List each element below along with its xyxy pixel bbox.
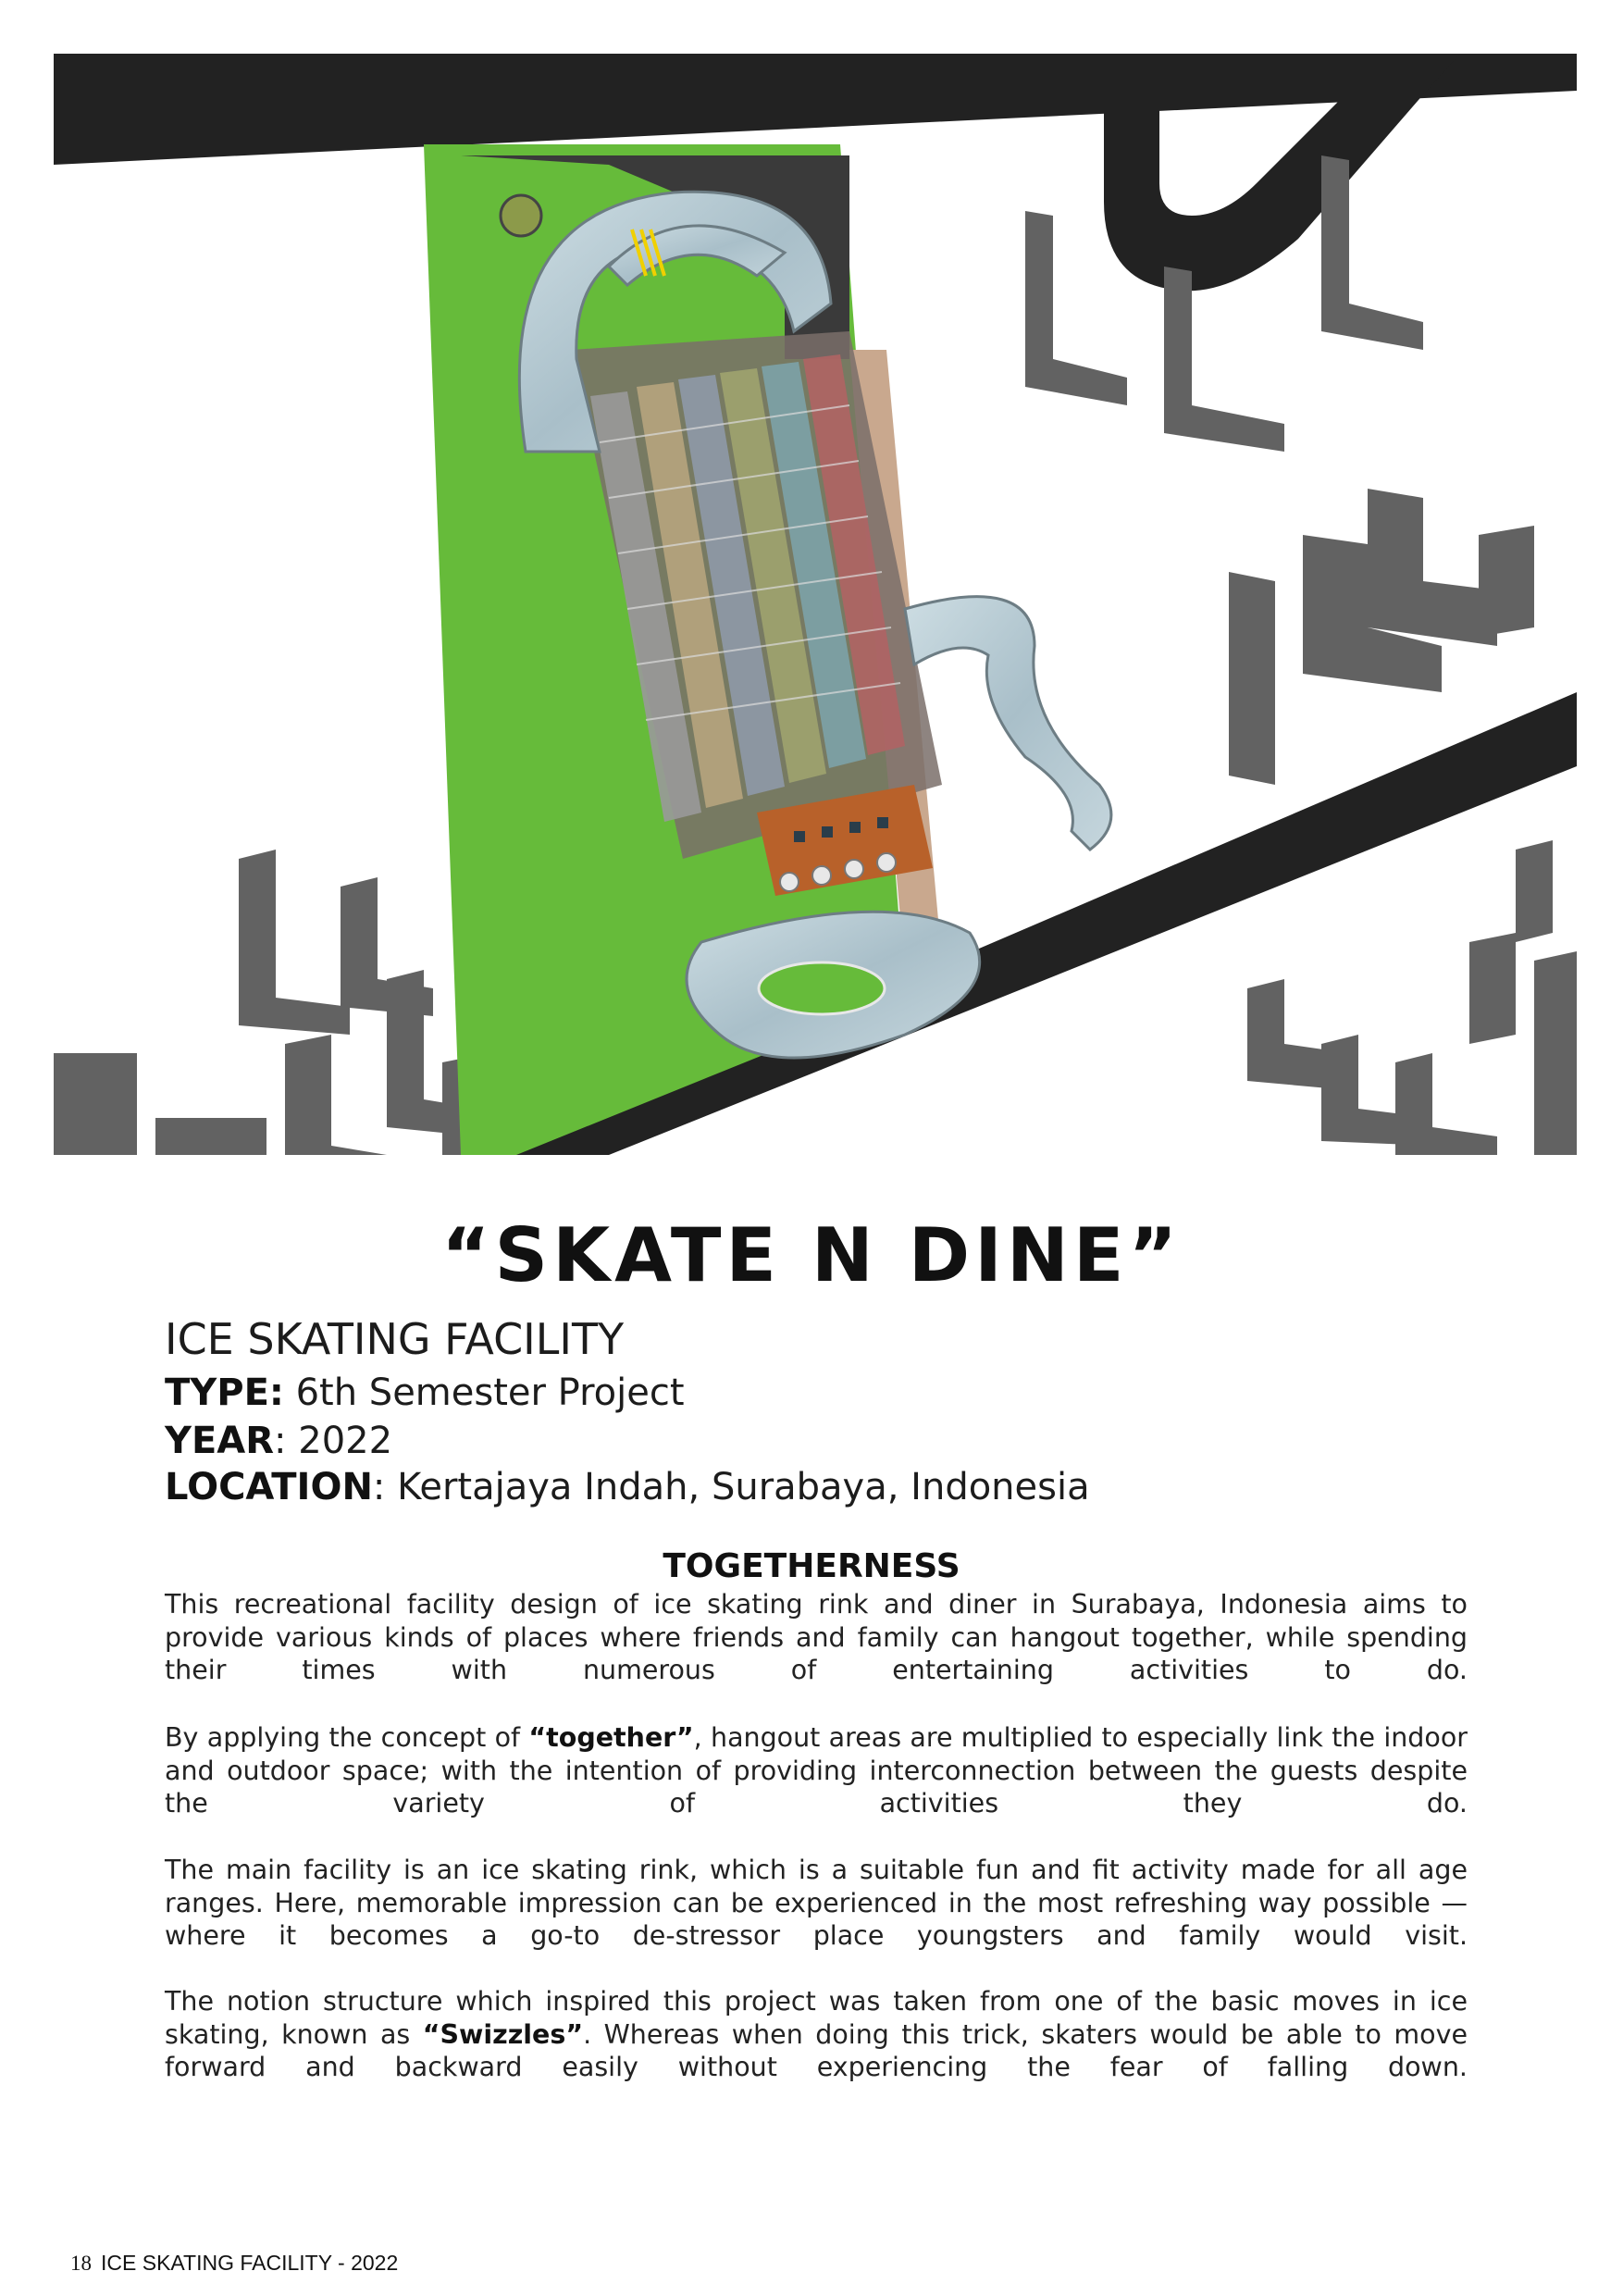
pavilion-dome (501, 195, 541, 236)
paragraph-4-emphasis: “Swizzles” (422, 2018, 584, 2050)
paragraph-4 (165, 1985, 1468, 2084)
paragraph-4-text-a: The notion structure which inspired this project was taken from one of the basic moves in ice skating, known as (165, 1986, 1468, 2050)
paragraph-2-text-a: By applying the concept of (165, 1722, 529, 1753)
page-footer (70, 2251, 398, 2276)
meta-type-value: 6th Semester Project (283, 1371, 685, 1414)
paragraph-3: The main facility is an ice skating rink, which is a suitable fun and fit activity made for all age ranges. Here, memorable impression can be experienced in the most refreshing way possible — where it becomes a go-to de-stressor place youngsters and family would visit. (165, 1855, 1468, 1951)
site-plan-render (54, 54, 1577, 1155)
meta-location (165, 1466, 1479, 1508)
paragraph-2-text-b: , hangout areas are multiplied to especially link the indoor and outdoor space; with the intention of providing interconnection between the guests despite the variety of activities they do. (165, 1722, 1468, 1818)
footer-text: ICE SKATING FACILITY - 2022 (101, 2251, 399, 2275)
paragraph-2 (165, 1721, 1468, 1820)
building-shadows-left (54, 850, 489, 1155)
meta-location-value: : Kertajaya Indah, Surabaya, Indonesia (372, 1466, 1090, 1508)
meta-year (165, 1420, 1479, 1462)
ice-rink-ribbon (905, 597, 1111, 850)
project-subtitle: ICE SKATING FACILITY (165, 1314, 625, 1364)
paragraph-1: This recreational facility design of ice skating rink and diner in Surabaya, Indonesia aims to provide various kinds of places where friends and family can hangout together, while spending their times with numerous of entertaining activities to do. (165, 1589, 1468, 1685)
meta-year-value: : 2022 (274, 1420, 393, 1462)
page-number: 18 (70, 2252, 92, 2275)
paragraph-4-text-b: . Whereas when doing this trick, skaters would be able to move forward and backward easily without experiencing the fear of falling down. (165, 2018, 1468, 2082)
meta-location-label: LOCATION (165, 1466, 373, 1508)
meta-year-label: YEAR (165, 1420, 275, 1462)
section-heading: TOGETHERNESS (663, 1547, 960, 1585)
project-title: “SKATE N DINE” (440, 1212, 1183, 1298)
meta-type-label: TYPE: (165, 1371, 284, 1414)
paragraph-2-emphasis: “together” (528, 1722, 694, 1753)
meta-type (165, 1371, 1479, 1414)
building-shadows-right (1025, 155, 1577, 1155)
rink-grass-island (759, 962, 885, 1014)
